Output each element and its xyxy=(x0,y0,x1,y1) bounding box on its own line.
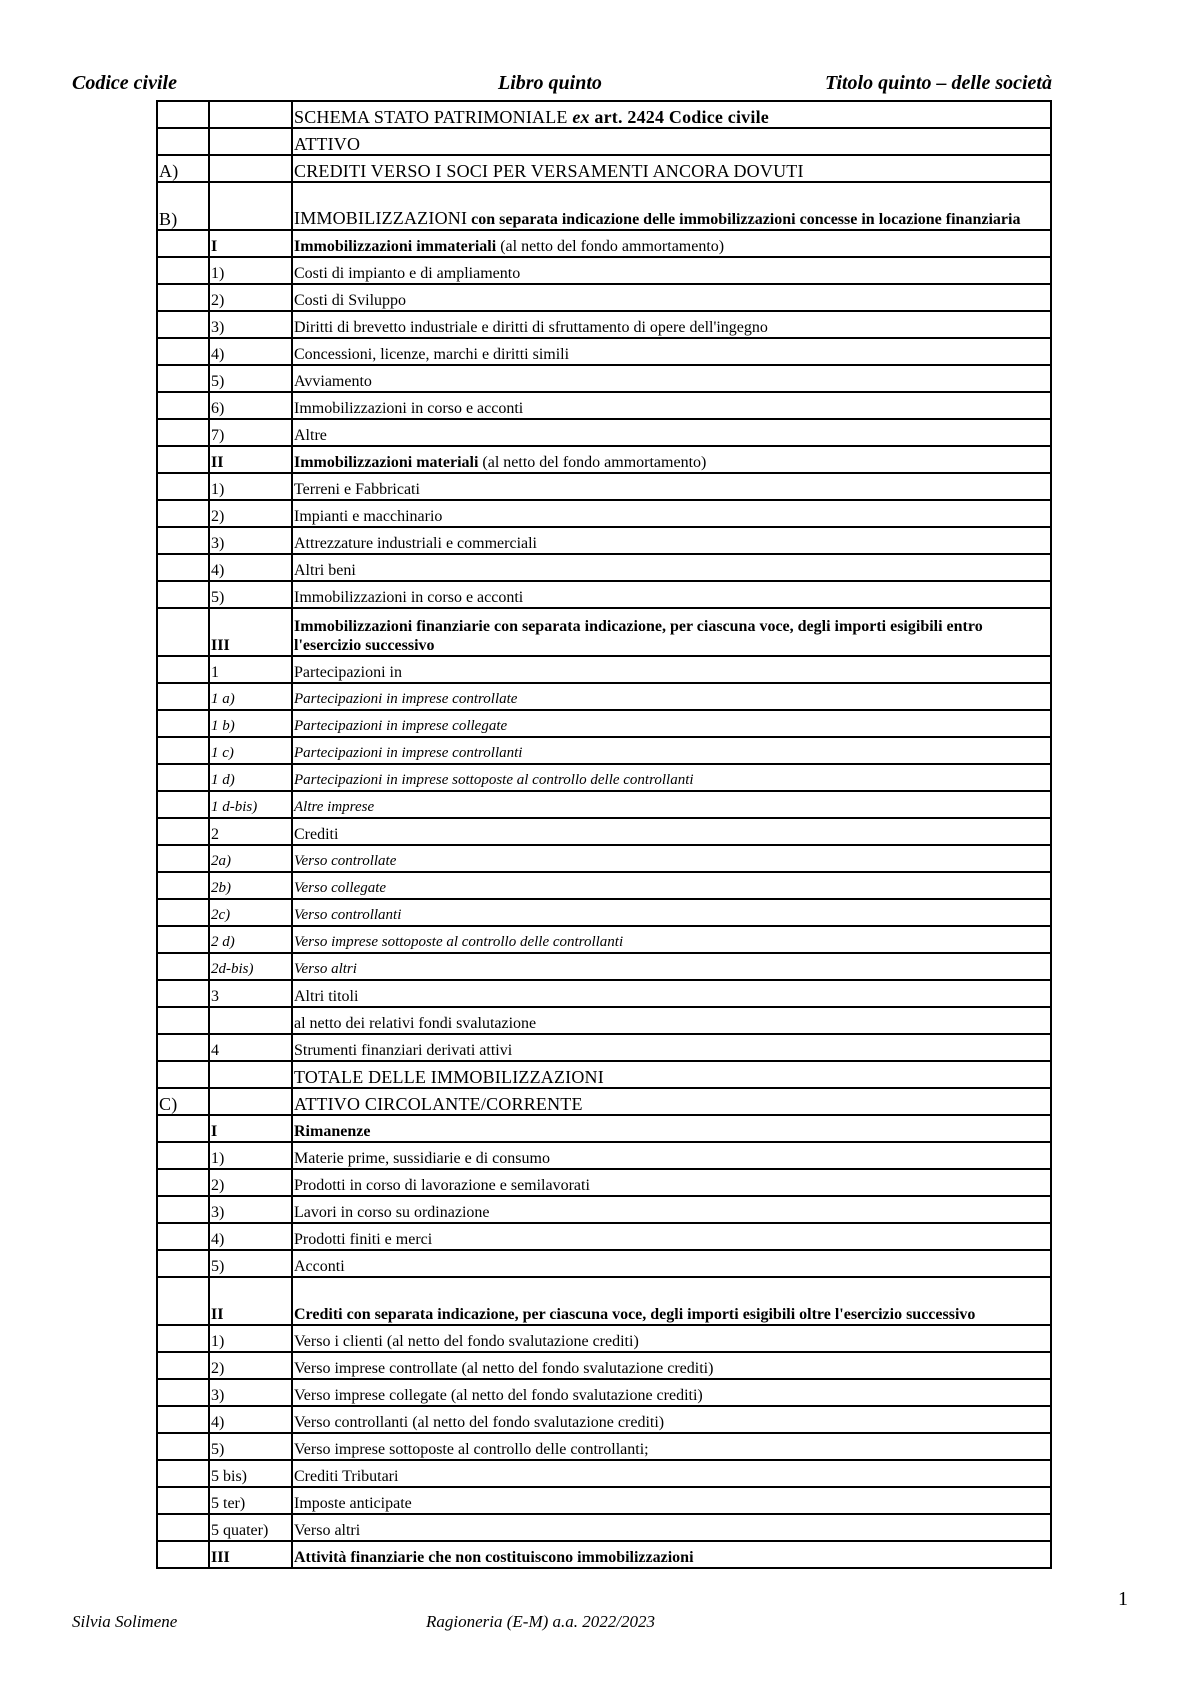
letter-cell xyxy=(157,581,209,608)
table-row xyxy=(157,473,1051,500)
number-cell: 4) xyxy=(209,1223,292,1250)
section-b-title: IMMOBILIZZAZIONI xyxy=(294,208,468,228)
number-cell: 5 ter) xyxy=(209,1487,292,1514)
table-row xyxy=(157,365,1051,392)
number-cell: 3 xyxy=(209,980,292,1007)
letter-cell xyxy=(157,1034,209,1061)
description-cell: Costi di Sviluppo xyxy=(292,284,1051,311)
number-cell: 5 quater) xyxy=(209,1514,292,1541)
table-row xyxy=(157,1352,1051,1379)
number-cell: 1 b) xyxy=(209,710,292,737)
letter-cell xyxy=(157,872,209,899)
table-row xyxy=(157,953,1051,980)
description-cell: Verso imprese controllate (al netto del fondo svalutazione crediti) xyxy=(292,1352,1051,1379)
number-cell: 3) xyxy=(209,1196,292,1223)
description-cell: Prodotti finiti e merci xyxy=(292,1223,1051,1250)
table-row xyxy=(157,1223,1051,1250)
group-note: (al netto del fondo ammortamento) xyxy=(478,454,707,471)
description-cell: Verso collegate xyxy=(292,872,1051,899)
description-cell: Avviamento xyxy=(292,365,1051,392)
letter-cell xyxy=(157,845,209,872)
table-row xyxy=(157,257,1051,284)
table-row xyxy=(157,1487,1051,1514)
description-cell: Verso controllate xyxy=(292,845,1051,872)
description-cell: Verso controllanti xyxy=(292,899,1051,926)
letter-cell xyxy=(157,764,209,791)
letter-cell xyxy=(157,338,209,365)
table-row xyxy=(157,683,1051,710)
number-cell: 2) xyxy=(209,500,292,527)
table-row xyxy=(157,1460,1051,1487)
description-cell: TOTALE DELLE IMMOBILIZZAZIONI xyxy=(292,1061,1051,1088)
letter-cell xyxy=(157,1061,209,1088)
number-cell: 4) xyxy=(209,1406,292,1433)
letter-cell xyxy=(157,500,209,527)
table-row xyxy=(157,1250,1051,1277)
letter-cell xyxy=(157,1169,209,1196)
table-row xyxy=(157,1514,1051,1541)
table-row xyxy=(157,554,1051,581)
table-row xyxy=(157,818,1051,845)
letter-cell xyxy=(157,1541,209,1568)
number-cell: 5) xyxy=(209,365,292,392)
number-cell: 1 a) xyxy=(209,683,292,710)
balance-sheet-scheme-table xyxy=(156,100,1052,1569)
number-cell: 4 xyxy=(209,1034,292,1061)
table-row xyxy=(157,1034,1051,1061)
table-row xyxy=(157,1061,1051,1088)
letter-cell xyxy=(157,683,209,710)
letter-cell xyxy=(157,608,209,656)
number-cell: II xyxy=(209,446,292,473)
number-cell: III xyxy=(209,1541,292,1568)
number-cell: 3) xyxy=(209,1379,292,1406)
header-left: Codice civile xyxy=(72,72,177,94)
description-cell xyxy=(292,182,1051,230)
number-cell xyxy=(209,128,292,155)
letter-cell xyxy=(157,1433,209,1460)
table-row xyxy=(157,581,1051,608)
number-cell: 1 xyxy=(209,656,292,683)
table-row xyxy=(157,1169,1051,1196)
description-cell: Attività finanziarie che non costituiscono immobilizzazioni xyxy=(292,1541,1051,1568)
letter-cell xyxy=(157,527,209,554)
section-b-description: con separata indicazione delle immobilizzazioni concesse in locazione finanziaria xyxy=(467,211,1021,228)
description-cell: Concessioni, licenze, marchi e diritti simili xyxy=(292,338,1051,365)
running-header xyxy=(72,72,1052,96)
description-cell: Partecipazioni in xyxy=(292,656,1051,683)
letter-cell xyxy=(157,953,209,980)
letter-cell xyxy=(157,392,209,419)
table-row xyxy=(157,419,1051,446)
number-cell: 1) xyxy=(209,1325,292,1352)
letter-cell xyxy=(157,926,209,953)
number-cell xyxy=(209,182,292,230)
number-cell: 2d-bis) xyxy=(209,953,292,980)
table-row xyxy=(157,764,1051,791)
description-cell: Verso imprese sottoposte al controllo delle controllanti; xyxy=(292,1433,1051,1460)
letter-cell xyxy=(157,365,209,392)
table-row xyxy=(157,872,1051,899)
letter-cell xyxy=(157,656,209,683)
number-cell: 5) xyxy=(209,581,292,608)
table-row xyxy=(157,899,1051,926)
description-cell: Partecipazioni in imprese sottoposte al controllo delle controllanti xyxy=(292,764,1051,791)
letter-cell xyxy=(157,230,209,257)
description-cell: Verso imprese sottoposte al controllo delle controllanti xyxy=(292,926,1051,953)
header-right: Titolo quinto – delle società xyxy=(824,72,1052,94)
letter-cell xyxy=(157,1196,209,1223)
number-cell: 2 xyxy=(209,818,292,845)
letter-cell xyxy=(157,1250,209,1277)
letter-cell xyxy=(157,710,209,737)
letter-cell xyxy=(157,1142,209,1169)
table-row xyxy=(157,446,1051,473)
letter-cell xyxy=(157,1115,209,1142)
description-cell xyxy=(292,446,1051,473)
number-cell: 1 c) xyxy=(209,737,292,764)
table-row xyxy=(157,845,1051,872)
letter-cell xyxy=(157,791,209,818)
number-cell: 1 d) xyxy=(209,764,292,791)
description-cell: Terreni e Fabbricati xyxy=(292,473,1051,500)
letter-cell: C) xyxy=(157,1088,209,1115)
letter-cell xyxy=(157,1007,209,1034)
letter-cell xyxy=(157,284,209,311)
description-cell: ATTIVO CIRCOLANTE/CORRENTE xyxy=(292,1088,1051,1115)
table-row xyxy=(157,1007,1051,1034)
number-cell: 7) xyxy=(209,419,292,446)
table-row xyxy=(157,1406,1051,1433)
description-cell: Diritti di brevetto industriale e diritti di sfruttamento di opere dell'ingegno xyxy=(292,311,1051,338)
number-cell: I xyxy=(209,230,292,257)
number-cell xyxy=(209,1088,292,1115)
table-row xyxy=(157,128,1051,155)
table-row xyxy=(157,392,1051,419)
description-cell: Immobilizzazioni in corso e acconti xyxy=(292,392,1051,419)
page-footer xyxy=(72,1612,1052,1634)
description-cell: Immobilizzazioni finanziarie con separata indicazione, per ciascuna voce, degli importi esigibili entro l'esercizio successivo xyxy=(292,608,1051,656)
letter-cell xyxy=(157,1277,209,1325)
table-row xyxy=(157,1325,1051,1352)
table-row xyxy=(157,737,1051,764)
letter-cell xyxy=(157,1325,209,1352)
number-cell: 4) xyxy=(209,338,292,365)
number-cell: 2c) xyxy=(209,899,292,926)
table-row xyxy=(157,1379,1051,1406)
description-cell: Verso i clienti (al netto del fondo svalutazione crediti) xyxy=(292,1325,1051,1352)
table-row xyxy=(157,980,1051,1007)
number-cell: 2) xyxy=(209,1352,292,1379)
description-cell: Verso altri xyxy=(292,1514,1051,1541)
number-cell xyxy=(209,1061,292,1088)
letter-cell xyxy=(157,257,209,284)
number-cell: 1) xyxy=(209,1142,292,1169)
number-cell: 2) xyxy=(209,284,292,311)
number-cell xyxy=(209,1007,292,1034)
description-cell: CREDITI VERSO I SOCI PER VERSAMENTI ANCORA DOVUTI xyxy=(292,155,1051,182)
table-row xyxy=(157,500,1051,527)
table-row xyxy=(157,1115,1051,1142)
number-cell: 1) xyxy=(209,473,292,500)
number-cell: 3) xyxy=(209,311,292,338)
table-row xyxy=(157,1196,1051,1223)
number-cell: II xyxy=(209,1277,292,1325)
letter-cell xyxy=(157,1352,209,1379)
number-cell: 5) xyxy=(209,1250,292,1277)
description-cell: Altre imprese xyxy=(292,791,1051,818)
letter-cell xyxy=(157,1379,209,1406)
description-cell: Altri beni xyxy=(292,554,1051,581)
description-cell: Altre xyxy=(292,419,1051,446)
letter-cell xyxy=(157,980,209,1007)
table-row xyxy=(157,608,1051,656)
page-number: 1 xyxy=(1118,1588,1128,1610)
table-row xyxy=(157,791,1051,818)
description-cell: Partecipazioni in imprese collegate xyxy=(292,710,1051,737)
number-cell: 2a) xyxy=(209,845,292,872)
table-body xyxy=(157,101,1051,1568)
letter-cell xyxy=(157,473,209,500)
letter-cell: A) xyxy=(157,155,209,182)
description-cell: Imposte anticipate xyxy=(292,1487,1051,1514)
description-cell: Impianti e macchinario xyxy=(292,500,1051,527)
table-row xyxy=(157,182,1051,230)
description-cell: Verso altri xyxy=(292,953,1051,980)
letter-cell xyxy=(157,419,209,446)
number-cell: I xyxy=(209,1115,292,1142)
description-cell: Rimanenze xyxy=(292,1115,1051,1142)
table-row xyxy=(157,1142,1051,1169)
footer-author: Silvia Solimene xyxy=(72,1612,178,1631)
description-cell: Materie prime, sussidiarie e di consumo xyxy=(292,1142,1051,1169)
title-ex: ex xyxy=(572,107,590,127)
number-cell xyxy=(209,101,292,128)
letter-cell xyxy=(157,1487,209,1514)
table-title-row xyxy=(157,101,1051,128)
number-cell: 2) xyxy=(209,1169,292,1196)
table-row xyxy=(157,338,1051,365)
header-center: Libro quinto xyxy=(498,72,602,94)
number-cell: 2 d) xyxy=(209,926,292,953)
letter-cell xyxy=(157,899,209,926)
group-heading: Immobilizzazioni materiali xyxy=(294,454,479,471)
description-cell: Attrezzature industriali e commerciali xyxy=(292,527,1051,554)
table-row xyxy=(157,656,1051,683)
title-tail: art. 2424 Codice civile xyxy=(589,107,769,127)
number-cell: 3) xyxy=(209,527,292,554)
table-row xyxy=(157,230,1051,257)
letter-cell xyxy=(157,101,209,128)
group-note: (al netto del fondo ammortamento) xyxy=(496,238,725,255)
description-cell: Crediti xyxy=(292,818,1051,845)
description-cell: Partecipazioni in imprese controllate xyxy=(292,683,1051,710)
description-cell: Verso imprese collegate (al netto del fondo svalutazione crediti) xyxy=(292,1379,1051,1406)
letter-cell xyxy=(157,1514,209,1541)
description-cell: ATTIVO xyxy=(292,128,1051,155)
description-cell: Lavori in corso su ordinazione xyxy=(292,1196,1051,1223)
number-cell: 1 d-bis) xyxy=(209,791,292,818)
letter-cell xyxy=(157,554,209,581)
description-cell: Prodotti in corso di lavorazione e semilavorati xyxy=(292,1169,1051,1196)
table-title xyxy=(292,101,1051,128)
letter-cell xyxy=(157,1406,209,1433)
description-cell: Altri titoli xyxy=(292,980,1051,1007)
number-cell: 6) xyxy=(209,392,292,419)
table-row xyxy=(157,155,1051,182)
table-row xyxy=(157,710,1051,737)
table-row xyxy=(157,1541,1051,1568)
table-row xyxy=(157,311,1051,338)
description-cell: al netto dei relativi fondi svalutazione xyxy=(292,1007,1051,1034)
letter-cell xyxy=(157,128,209,155)
table-row xyxy=(157,926,1051,953)
description-cell: Partecipazioni in imprese controllanti xyxy=(292,737,1051,764)
description-cell: Verso controllanti (al netto del fondo svalutazione crediti) xyxy=(292,1406,1051,1433)
description-cell: Strumenti finanziari derivati attivi xyxy=(292,1034,1051,1061)
letter-cell xyxy=(157,1223,209,1250)
letter-cell xyxy=(157,311,209,338)
description-cell: Acconti xyxy=(292,1250,1051,1277)
table-row xyxy=(157,1277,1051,1325)
number-cell: 1) xyxy=(209,257,292,284)
footer-course: Ragioneria (E-M) a.a. 2022/2023 xyxy=(426,1612,655,1631)
description-cell: Immobilizzazioni in corso e acconti xyxy=(292,581,1051,608)
description-cell: Crediti con separata indicazione, per ciascuna voce, degli importi esigibili oltre l'esercizio successivo xyxy=(292,1277,1051,1325)
number-cell: III xyxy=(209,608,292,656)
letter-cell: B) xyxy=(157,182,209,230)
number-cell: 2b) xyxy=(209,872,292,899)
letter-cell xyxy=(157,446,209,473)
letter-cell xyxy=(157,737,209,764)
number-cell: 5) xyxy=(209,1433,292,1460)
number-cell: 4) xyxy=(209,554,292,581)
table-row xyxy=(157,1088,1051,1115)
group-heading: Immobilizzazioni immateriali xyxy=(294,238,497,255)
description-cell: Crediti Tributari xyxy=(292,1460,1051,1487)
table-row xyxy=(157,284,1051,311)
number-cell: 5 bis) xyxy=(209,1460,292,1487)
table-row xyxy=(157,527,1051,554)
description-cell: Costi di impianto e di ampliamento xyxy=(292,257,1051,284)
number-cell xyxy=(209,155,292,182)
letter-cell xyxy=(157,1460,209,1487)
table-row xyxy=(157,1433,1051,1460)
description-cell xyxy=(292,230,1051,257)
title-main: SCHEMA STATO PATRIMONIALE xyxy=(294,107,573,127)
letter-cell xyxy=(157,818,209,845)
